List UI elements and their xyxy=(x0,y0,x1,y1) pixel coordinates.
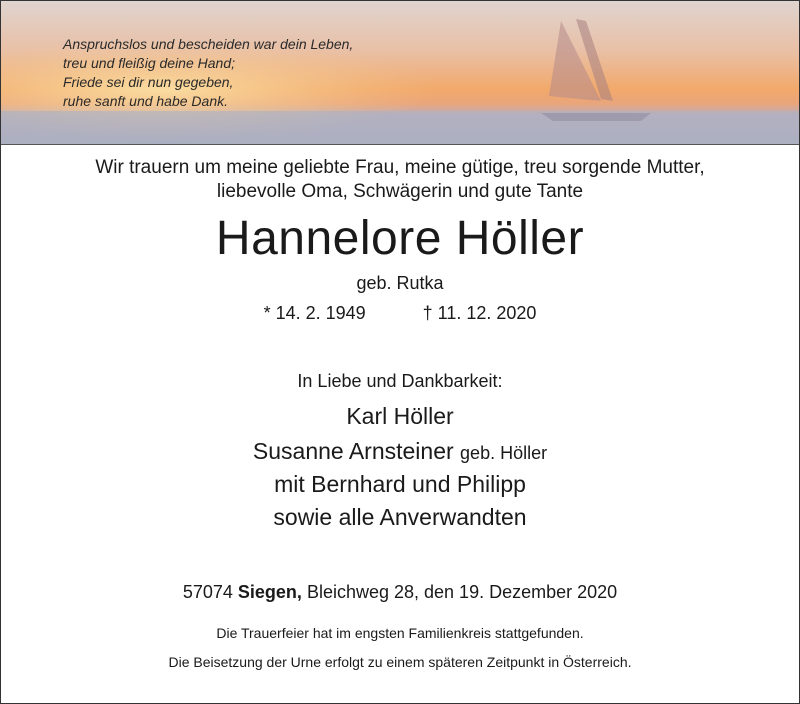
birth-date: * 14. 2. 1949 xyxy=(263,303,366,323)
mourner-line-1: Karl Höller xyxy=(346,403,454,429)
postcode: 57074 xyxy=(182,582,233,602)
memorial-poem xyxy=(63,35,353,111)
address-date: Bleichweg 28, den 19. Dezember 2020 xyxy=(306,582,618,602)
poem-line: Friede sei dir nun gegeben, xyxy=(63,74,234,90)
intro-line-2: liebevolle Oma, Schwägerin und gute Tante xyxy=(216,181,584,202)
death-date: † 11. 12. 2020 xyxy=(422,303,537,323)
sunset-sailboat-banner xyxy=(1,1,799,145)
city: Siegen, xyxy=(237,582,302,602)
mourner-maiden-name: geb. Höller xyxy=(460,443,548,463)
burial-note: Die Beisetzung der Urne erfolgt zu einem späteren Zeitpunkt in Österreich. xyxy=(168,654,632,670)
mourner-line-2 xyxy=(1,438,799,465)
maiden-name: geb. Rutka xyxy=(356,273,444,293)
poem-line: treu und fleißig deine Hand; xyxy=(63,55,235,71)
poem-line: ruhe sanft und habe Dank. xyxy=(63,93,229,109)
intro-line-1: Wir trauern um meine geliebte Frau, meine gütige, treu sorgende Mutter, xyxy=(95,157,705,178)
funeral-note: Die Trauerfeier hat im engsten Familienkreis stattgefunden. xyxy=(216,625,584,641)
poem-line: Anspruchslos und bescheiden war dein Leben, xyxy=(63,36,354,52)
mourner-name: Susanne Arnsteiner xyxy=(252,438,454,464)
address-line xyxy=(1,582,799,603)
deceased-name: Hannelore Höller xyxy=(215,212,585,265)
life-dates xyxy=(1,303,799,324)
mourner-line-3: mit Bernhard und Philipp xyxy=(274,471,526,497)
mourners-heading: In Liebe und Dankbarkeit: xyxy=(297,371,503,391)
mourner-line-4: sowie alle Anverwandten xyxy=(273,504,527,530)
